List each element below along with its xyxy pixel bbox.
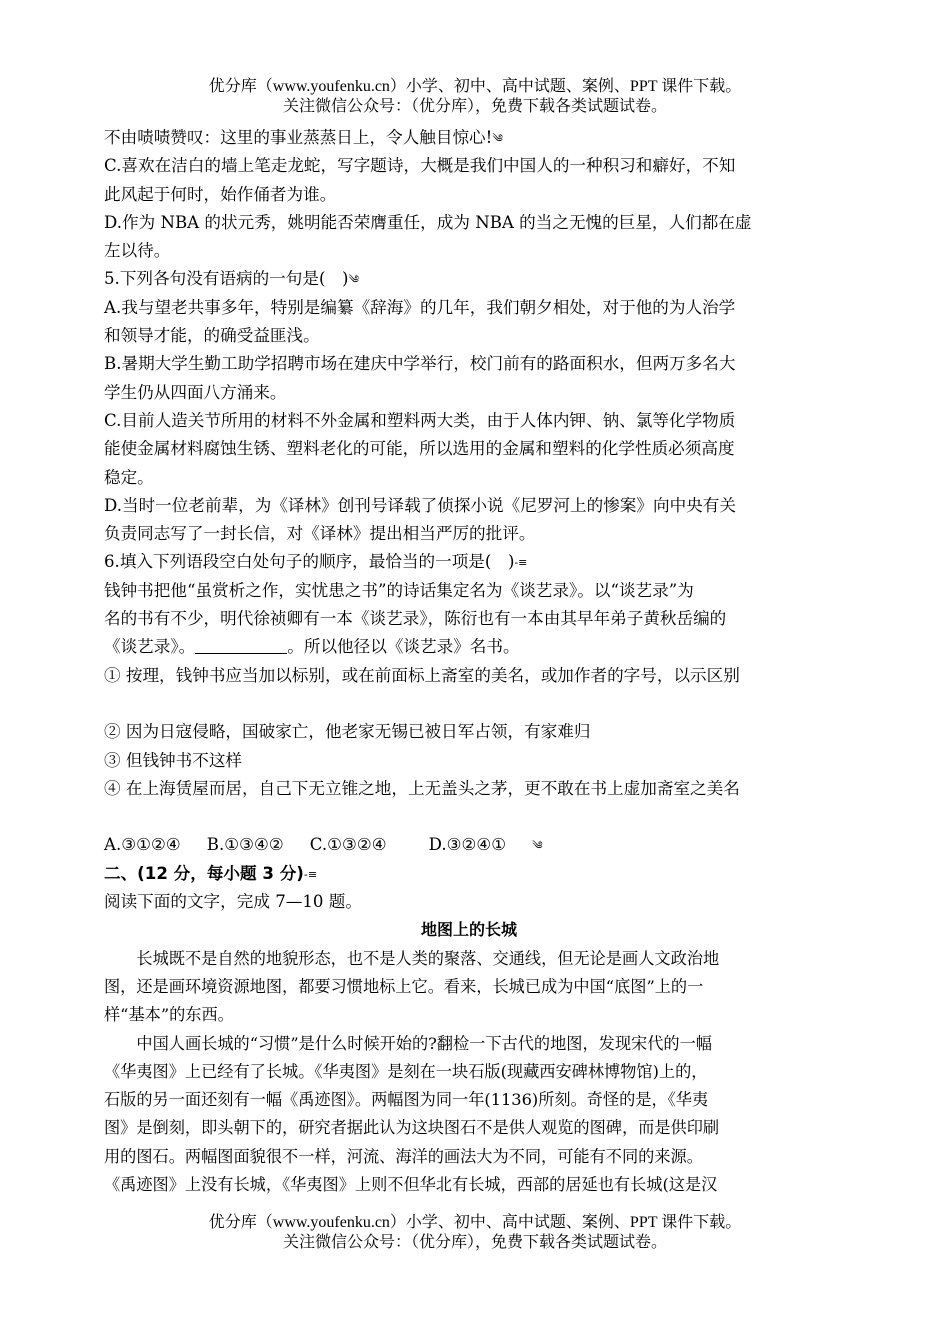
article-line: 长城既不是自然的地貌形态，也不是人类的聚落、交通线，但无论是画人文政治地 [136, 948, 720, 968]
swirl-mark-icon: ༄ [492, 132, 503, 145]
article-line: 样“基本”的东西。 [104, 1005, 234, 1025]
q5-option-a-line-2: 和领导才能，的确受益匪浅。 [104, 326, 320, 346]
q5-option-b-line-2: 学生仍从四面八方涌来。 [104, 382, 287, 402]
q5-option-a-line-1: A.我与望老共事多年，特别是编纂《辞海》的几年，我们朝夕相处，对于他的为人治学 [104, 297, 736, 317]
q4-option-c-line-1: C.喜欢在洁白的墙上笔走龙蛇，写字题诗，大概是我们中国人的一种积习和癖好，不知 [104, 156, 736, 176]
article-line: 中国人画长城的“习惯”是什么时候开始的?翻检一下古代的地图，发现宋代的一幅 [136, 1033, 712, 1053]
q6-sentence-2: ② 因为日寇侵略，国破家亡，他老家无锡已被日军占领，有家难归 [104, 722, 591, 742]
q4-option-d-line-1: D.作为 NBA 的状元秀，姚明能否荣膺重任，成为 NBA 的当之无愧的巨星，人们都在虚 [104, 212, 752, 232]
q4-option-c-line-2: 此风起于何时，始作俑者为谁。 [104, 184, 337, 204]
q6-passage-line-2: 名的书有不少，明代徐祯卿有一本《谈艺录》，陈衍也有一本由其早年弟子黄秋岳编的 [104, 609, 727, 629]
q6-passage-line-3: 《谈艺录》。 。所以他径以《谈艺录》名书。 [104, 637, 520, 657]
q6-option-a: A.③①②④ [104, 835, 181, 855]
fill-in-blank [195, 635, 287, 654]
article-line: 用的图石。两幅图面貌很不一样，河流、海洋的画法大为不同，可能有不同的来源。 [104, 1146, 703, 1166]
page-header [0, 77, 950, 117]
section-2-instruction: 阅读下面的文字，完成 7—10 题。 [104, 892, 362, 912]
q5-stem: 5.下列各句没有语病的一句是( )༄ [104, 269, 360, 289]
article-body [104, 945, 834, 1200]
q5-option-c-line-3: 稳定。 [104, 467, 154, 487]
article-line: 《禹迹图》上没有长城，《华夷图》上则不但华北有长城，西部的居延也有长城(这是汉 [104, 1174, 718, 1194]
q6-stem: 6.填入下列语段空白处句子的顺序，最恰当的一项是( )-≡ [104, 552, 528, 572]
article-title: 地图上的长城 [420, 920, 517, 940]
q5-option-c-line-1: C.目前人造关节所用的材料不外金属和塑料两大类，由于人体内钾、钠、氯等化学物质 [104, 410, 736, 430]
q4-b-continuation: 不由啧啧赞叹：这里的事业蒸蒸日上，令人触目惊心!༄ [104, 128, 503, 147]
article-line: 《华夷图》上已经有了长城。《华夷图》是刻在一块石版(现藏西安碑林博物馆)上的， [104, 1061, 708, 1081]
page-body [104, 124, 834, 1199]
q5-option-d-line-1: D.当时一位老前辈，为《译林》创刊号译载了侦探小说《尼罗河上的惨案》向中央有关 [104, 495, 736, 515]
q5-option-d-line-2: 负责同志写了一封长信，对《译林》提出相当严厉的批评。 [104, 524, 536, 544]
footer-line-1: 优分库（www.youfenku.cn）小学、初中、高中试题、案例、PPT 课件下载。 [208, 1214, 742, 1231]
q6-options [104, 831, 834, 859]
swirl-mark-icon: ༄ [348, 273, 360, 287]
q6-passage-line-1: 钱钟书把他“虽赏析之作，实忧患之书”的诗话集定名为《谈艺录》。以“谈艺录”为 [104, 580, 694, 600]
article-line: 石版的另一面还刻有一幅《禹迹图》。两幅图为同一年(1136)所刻。奇怪的是，《华夷 [104, 1090, 709, 1110]
spacer [104, 803, 834, 831]
header-line-2: 关注微信公众号：（优分库），免费下载各类试题试卷。 [282, 98, 667, 115]
equals-mark-icon: -≡ [514, 556, 528, 570]
spacer [104, 690, 834, 718]
q6-option-d: D.③②④① [428, 835, 507, 855]
header-line-1: 优分库（www.youfenku.cn）小学、初中、高中试题、案例、PPT 课件下载。 [208, 78, 742, 95]
swirl-mark-icon: ༄ [532, 839, 543, 853]
article-line: 图，还是画环境资源地图，都要习惯地标上它。看来，长城已成为中国“底图”上的一 [104, 976, 704, 996]
q4-option-d-line-2: 左以待。 [104, 241, 171, 261]
q6-sentence-3: ③ 但钱钟书不这样 [104, 750, 243, 770]
q6-sentence-4: ④ 在上海赁屋而居，自己下无立锥之地，上无盖头之茅，更不敢在书上虚加斋室之美名 [104, 778, 740, 798]
section-2-title: 二、(12 分，每小题 3 分)-≡ [104, 863, 318, 883]
q6-sentence-1: ① 按理，钱钟书应当加以标别，或在前面标上斋室的美名，或加作者的字号，以示区别 [104, 665, 740, 685]
q5-option-b-line-1: B.暑期大学生勤工助学招聘市场在建庆中学举行，校门前有的路面积水，但两万多名大 [104, 354, 736, 374]
q6-option-c: C.①③②④ [309, 835, 387, 855]
q6-option-b: B.①③④② [206, 835, 284, 855]
equals-mark-icon: -≡ [303, 867, 318, 881]
q5-option-c-line-2: 能使金属材料腐蚀生锈、塑料老化的可能，所以选用的金属和塑料的化学性质必须高度 [104, 439, 735, 459]
article-line: 图》是倒刻，即头朝下的，研究者据此认为这块图石不是供人观览的图碑，而是供印刷 [104, 1118, 720, 1138]
page-footer [0, 1213, 950, 1253]
footer-line-2: 关注微信公众号：（优分库），免费下载各类试题试卷。 [282, 1234, 667, 1251]
